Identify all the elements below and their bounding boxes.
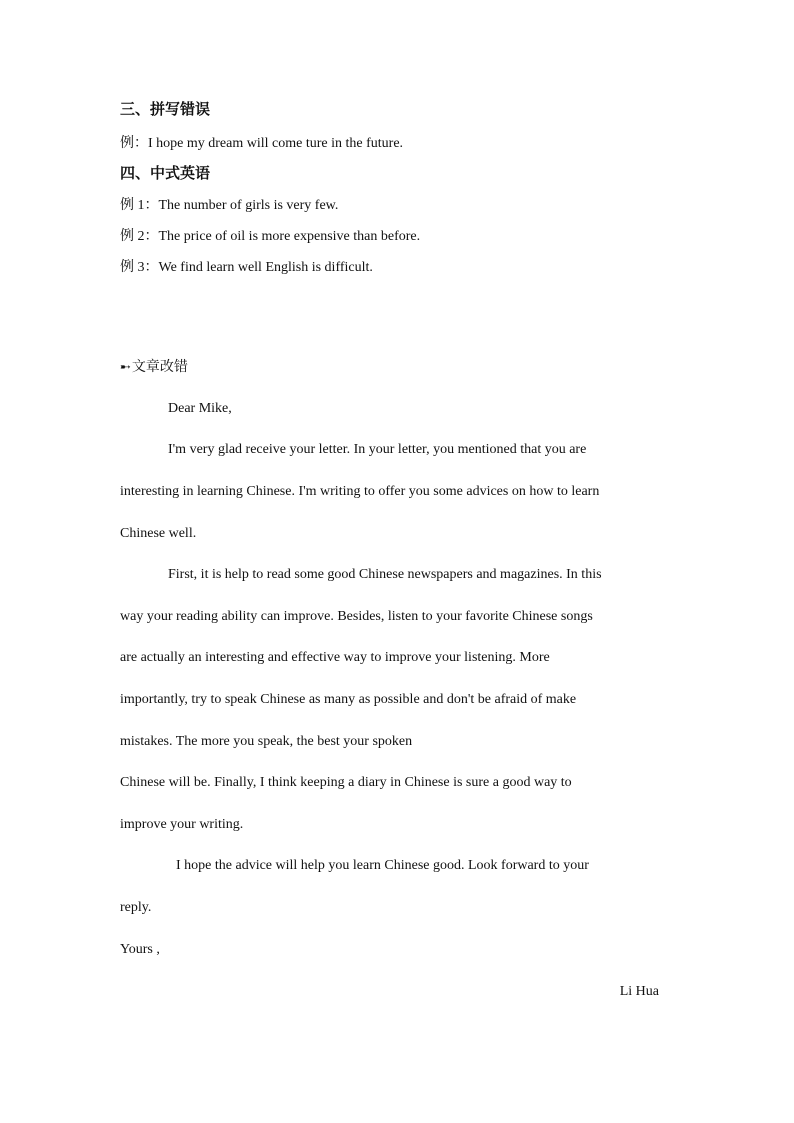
letter-line: mistakes. The more you speak, the best your spoken [120,734,413,749]
letter-closing: Yours , [120,942,160,957]
example-line-2: 例 2：The price of oil is more expensive than before. [120,229,421,244]
letter-line: are actually an interesting and effective way to improve your listening. More [120,650,550,665]
letter-line: interesting in learning Chinese. I'm writing to offer you some advices on how to learn [120,484,600,499]
letter-line: I'm very glad receive your letter. In your letter, you mentioned that you are [168,442,587,457]
letter-signature: Li Hua [619,984,659,999]
example-line-3: 例 3：We find learn well English is difficult. [120,260,373,275]
section-heading-spelling-errors: 三、拼写错误 [120,102,211,118]
letter-salutation: Dear Mike, [168,401,232,416]
essay-section-heading [120,358,188,377]
letter-line: Chinese well. [120,526,197,541]
essay-heading-text: 文章改错 [131,360,188,375]
letter-line: importantly, try to speak Chinese as many as possible and don't be afraid of make [120,692,577,707]
example-line-1: 例 1：The number of girls is very few. [120,198,339,213]
letter-line: I hope the advice will help you learn Chinese good. Look forward to your [176,858,589,873]
example-line: 例：I hope my dream will come ture in the future. [120,136,404,151]
letter-line: Chinese will be. Finally, I think keeping a diary in Chinese is sure a good way to [120,775,572,790]
letter-line: improve your writing. [120,817,244,832]
letter-line: reply. [120,900,152,915]
arrow-marker-icon: ➸ [120,359,131,374]
letter-line: way your reading ability can improve. Besides, listen to your favorite Chinese songs [120,609,593,624]
section-heading-chinglish: 四、中式英语 [120,166,211,182]
letter-line: First, it is help to read some good Chinese newspapers and magazines. In this [168,567,602,582]
